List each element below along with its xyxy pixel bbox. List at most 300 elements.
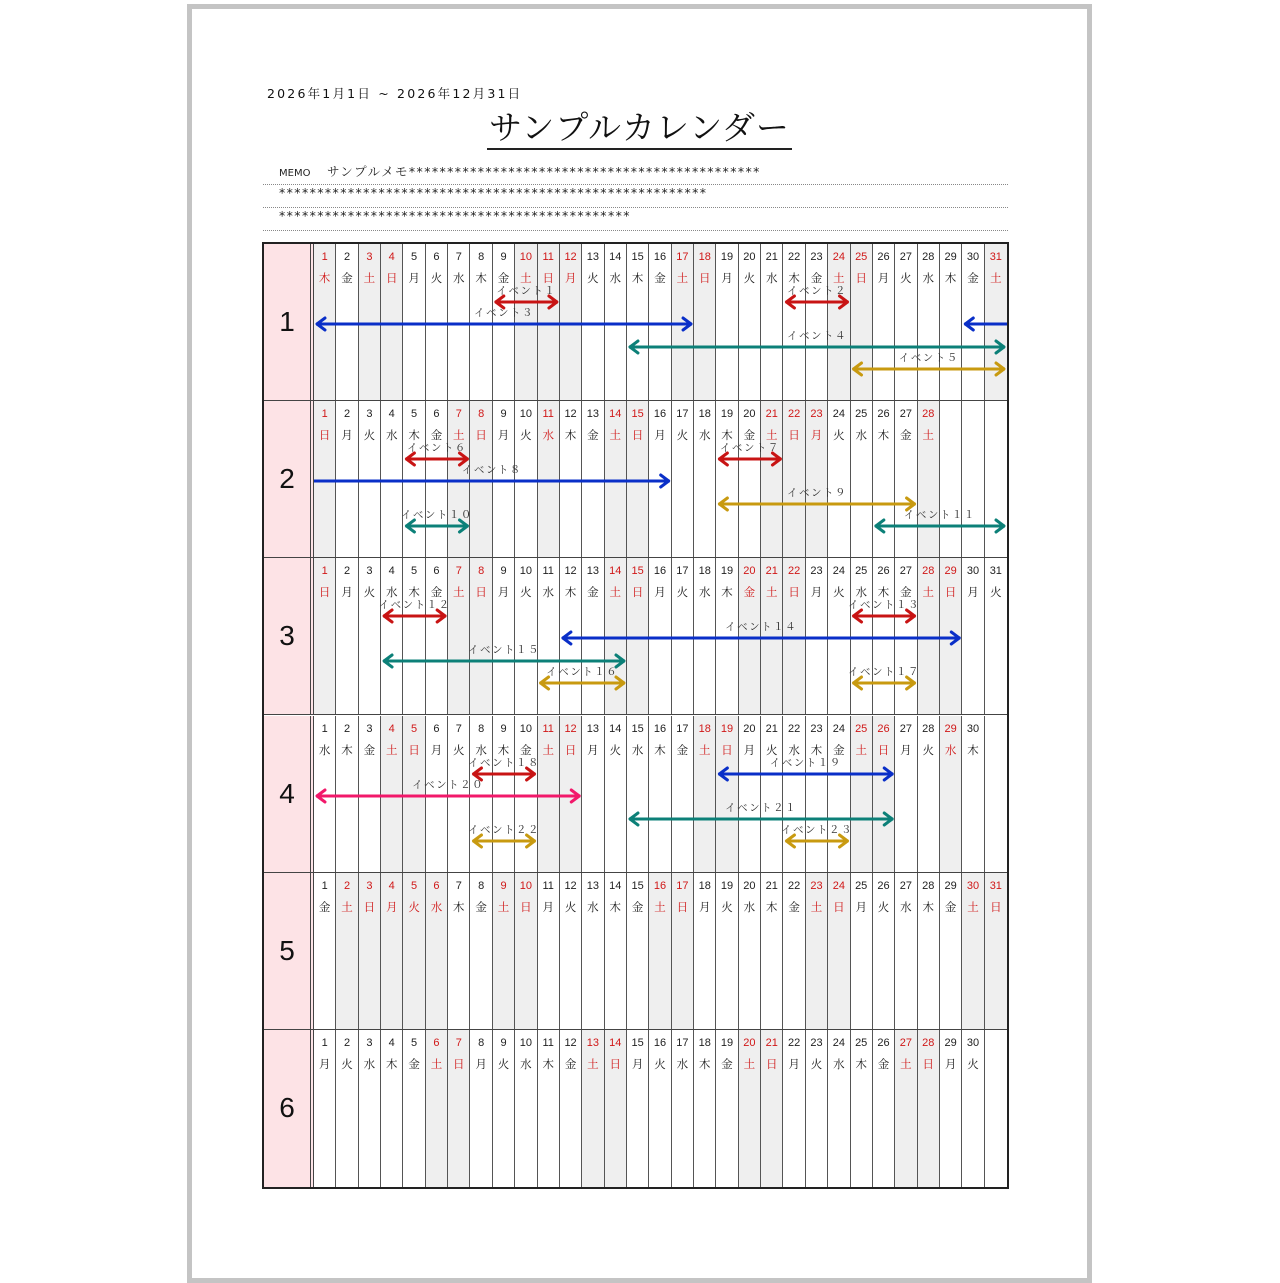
event-arrow[interactable] [314, 352, 1007, 377]
day-number: 5 [411, 1036, 418, 1049]
weekday-label: 木 [341, 742, 353, 757]
month-row [264, 716, 1007, 873]
day-number: 27 [899, 565, 913, 578]
day-number: 1 [321, 565, 328, 578]
day-cell[interactable] [605, 1030, 627, 1187]
day-cell[interactable] [918, 1030, 940, 1187]
day-cell[interactable] [783, 873, 805, 1029]
day-cell[interactable] [851, 873, 873, 1029]
day-number: 3 [366, 408, 373, 421]
event-label: イベント７ [719, 442, 780, 455]
weekday-label: 木 [408, 585, 420, 600]
memo-line-1 [263, 162, 1008, 185]
day-cell[interactable] [314, 873, 336, 1029]
day-cell[interactable] [359, 1030, 381, 1187]
weekday-label: 金 [967, 271, 979, 285]
day-number: 19 [720, 251, 734, 263]
weekday-label: 金 [944, 899, 957, 914]
day-number: 5 [411, 408, 418, 421]
day-number: 8 [478, 408, 485, 421]
day-number: 30 [966, 879, 980, 892]
day-number: 11 [542, 251, 554, 263]
weekday-label: 土 [990, 271, 1002, 285]
day-number: 6 [433, 879, 440, 892]
weekday-label: 金 [587, 428, 599, 443]
weekday-label: 金 [587, 585, 599, 600]
day-number: 23 [810, 565, 823, 578]
day-number: 27 [899, 1036, 913, 1049]
weekday-label: 土 [922, 585, 934, 600]
weekday-label [940, 427, 961, 443]
day-number: 18 [698, 251, 711, 263]
weekday-label: 日 [766, 1056, 778, 1071]
day-number: 29 [944, 879, 957, 892]
weekday-label: 木 [766, 899, 778, 914]
day-cell[interactable] [538, 873, 560, 1029]
month-row [264, 873, 1007, 1030]
day-cell[interactable] [895, 873, 917, 1029]
weekday-label: 木 [654, 742, 666, 757]
day-cell[interactable] [605, 873, 627, 1029]
day-number: 7 [455, 879, 462, 892]
day-cell[interactable] [828, 873, 850, 1029]
day-number: 18 [698, 722, 711, 735]
day-number: 9 [500, 408, 507, 421]
day-number: 19 [720, 565, 734, 578]
weekday-label: 土 [609, 428, 622, 443]
weekday-label: 火 [609, 742, 622, 757]
event-arrow[interactable] [314, 621, 1007, 646]
weekday-label: 水 [430, 899, 443, 914]
event-label: イベント２１ [725, 801, 798, 814]
day-number: 23 [810, 722, 823, 735]
day-cell[interactable] [359, 873, 381, 1029]
day-cell[interactable] [314, 1030, 336, 1187]
weekday-label: 木 [475, 271, 487, 285]
weekday-label: 木 [564, 428, 577, 443]
day-cell[interactable] [672, 1030, 694, 1187]
day-cell[interactable] [426, 873, 448, 1029]
day-number: 8 [478, 722, 485, 735]
day-number: 16 [653, 1036, 667, 1049]
weekday-label: 火 [363, 428, 376, 443]
day-number: 21 [765, 722, 778, 735]
event-label: イベント２０ [412, 778, 485, 791]
month-row [264, 558, 1007, 715]
event-label: イベント１ [496, 285, 557, 297]
weekday-label: 火 [520, 585, 532, 600]
day-cell[interactable] [739, 873, 761, 1029]
weekday-label: 金 [788, 899, 800, 914]
weekday-label: 土 [341, 899, 353, 914]
day-cell[interactable] [985, 873, 1007, 1029]
weekday-label [962, 427, 983, 443]
weekday-label: 月 [475, 1056, 487, 1071]
weekday-label: 月 [564, 271, 577, 285]
event-label: イベント９ [786, 487, 847, 500]
day-number: 14 [609, 879, 622, 892]
event-arrow[interactable] [314, 801, 1007, 827]
day-number: 26 [877, 1036, 890, 1049]
weekday-label: 木 [721, 585, 733, 600]
event-arrow[interactable] [314, 778, 1007, 804]
day-number: 25 [855, 879, 868, 892]
day-number: 20 [743, 408, 756, 421]
day-number: 6 [433, 565, 440, 578]
double-arrow-icon [314, 451, 315, 467]
weekday-label [985, 742, 1007, 758]
weekday-label: 水 [676, 1056, 689, 1071]
day-number: 21 [765, 251, 778, 263]
event-label: イベント８ [461, 464, 522, 477]
weekday-label: 火 [654, 1056, 666, 1071]
weekday-label: 金 [676, 742, 689, 757]
weekday-label: 金 [631, 899, 644, 914]
day-columns [314, 244, 1007, 400]
weekday-label: 月 [430, 742, 443, 757]
month-row [264, 401, 1007, 558]
memo-text-2: ******************************************************** [279, 185, 708, 200]
day-cell[interactable] [985, 1030, 1007, 1187]
weekday-label [985, 427, 1007, 443]
day-number: 23 [810, 1036, 823, 1049]
event-label: イベント１７ [848, 666, 921, 679]
weekday-label: 日 [631, 428, 644, 443]
day-number: 15 [631, 251, 644, 263]
weekday-label: 日 [788, 585, 800, 600]
day-number: 25 [855, 1036, 868, 1049]
day-cell[interactable] [448, 873, 470, 1029]
weekday-label: 火 [497, 1056, 510, 1071]
day-number: 16 [653, 565, 667, 578]
weekday-label: 土 [743, 1056, 756, 1071]
day-cell[interactable] [716, 1030, 738, 1187]
day-number: 17 [676, 879, 689, 892]
memo-line-2 [263, 185, 1008, 208]
day-columns [314, 873, 1007, 1029]
weekday-label: 月 [542, 899, 554, 914]
weekday-label: 月 [900, 742, 912, 757]
day-cell[interactable] [851, 1030, 873, 1187]
day-number: 31 [989, 251, 1002, 263]
day-number: 25 [855, 408, 868, 421]
day-number: 14 [609, 408, 622, 421]
weekday-label: 金 [341, 271, 353, 285]
day-cell[interactable] [649, 873, 671, 1029]
weekday-label: 水 [922, 271, 934, 285]
day-cell[interactable] [761, 1030, 783, 1187]
day-number: 19 [720, 722, 734, 735]
day-cell[interactable] [582, 873, 604, 1029]
weekday-label: 金 [363, 742, 376, 757]
double-arrow-icon [314, 788, 315, 804]
day-number: 6 [433, 1036, 440, 1049]
day-number: 1 [321, 879, 328, 892]
weekday-label: 日 [833, 899, 845, 914]
day-number: 11 [542, 1036, 554, 1049]
day-cell[interactable] [739, 1030, 761, 1187]
day-cell[interactable] [627, 1030, 649, 1187]
day-number: 18 [698, 879, 711, 892]
day-number: 28 [922, 565, 935, 578]
weekday-label: 土 [766, 585, 778, 600]
weekday-label: 日 [990, 899, 1002, 914]
day-cell[interactable] [336, 873, 358, 1029]
double-arrow-icon [314, 811, 315, 827]
weekday-label: 水 [788, 742, 800, 757]
day-columns [314, 1030, 1007, 1187]
event-label: イベント１８ [468, 756, 541, 769]
day-cell[interactable] [560, 1030, 582, 1187]
day-cell[interactable] [694, 1030, 716, 1187]
event-label: イベント５ [898, 352, 959, 364]
day-cell[interactable] [493, 873, 515, 1029]
day-number: 18 [698, 1036, 711, 1049]
event-arrow[interactable] [314, 464, 1007, 489]
day-number: 6 [433, 722, 440, 735]
day-cell[interactable] [761, 873, 783, 1029]
day-number: 3 [366, 251, 373, 263]
day-cell[interactable] [940, 1030, 962, 1187]
day-number: 24 [832, 722, 845, 735]
weekday-label: 火 [833, 428, 845, 443]
event-label: イベント１９ [769, 756, 842, 769]
weekday-label: 金 [654, 271, 666, 285]
day-cell[interactable] [538, 1030, 560, 1187]
day-number: 22 [787, 722, 801, 735]
day-number: 3 [366, 722, 373, 735]
day-cell[interactable] [381, 873, 403, 1029]
month-row [264, 244, 1007, 401]
weekday-label: 水 [385, 585, 398, 600]
day-number: 7 [455, 1036, 462, 1049]
weekday-label: 月 [318, 1056, 331, 1071]
day-number [985, 721, 1007, 737]
day-cell[interactable] [806, 873, 828, 1029]
weekday-label: 土 [900, 1056, 912, 1071]
weekday-label: 土 [363, 271, 376, 285]
weekday-label: 木 [721, 428, 733, 443]
weekday-label: 日 [475, 585, 487, 600]
day-number: 13 [586, 565, 600, 578]
double-arrow-icon [314, 339, 315, 355]
day-cell[interactable] [783, 1030, 805, 1187]
weekday-label: 土 [453, 428, 465, 443]
weekday-label: 火 [990, 585, 1002, 600]
day-number: 20 [743, 722, 756, 735]
day-cell[interactable] [694, 873, 716, 1029]
weekday-label: 日 [408, 742, 420, 757]
day-cell[interactable] [515, 873, 537, 1029]
weekday-label: 火 [721, 899, 733, 914]
weekday-label: 木 [609, 899, 622, 914]
weekday-label: 水 [453, 271, 465, 285]
weekday-label: 月 [408, 271, 420, 285]
weekday-label: 水 [542, 428, 554, 443]
day-number: 17 [676, 408, 689, 421]
weekday-label: 土 [698, 742, 711, 757]
weekday-label: 金 [430, 428, 443, 443]
day-number: 29 [944, 1036, 957, 1049]
day-number: 7 [455, 722, 462, 735]
day-number: 22 [787, 251, 801, 263]
day-cell[interactable] [873, 873, 895, 1029]
day-cell[interactable] [962, 873, 984, 1029]
day-number: 18 [698, 565, 711, 578]
day-number: 26 [877, 722, 890, 735]
day-number: 20 [743, 1036, 756, 1049]
day-cell[interactable] [403, 1030, 425, 1187]
day-number: 25 [855, 722, 868, 735]
day-cell[interactable] [806, 1030, 828, 1187]
month-label: 2 [264, 401, 314, 557]
weekday-label: 土 [766, 428, 778, 443]
day-cell[interactable] [649, 1030, 671, 1187]
day-cell[interactable] [448, 1030, 470, 1187]
memo-label: MEMO [279, 168, 311, 179]
weekday-label: 火 [408, 899, 420, 914]
weekday-label: 土 [833, 271, 845, 285]
month-label: 3 [264, 558, 314, 714]
event-label: イベント２３ [780, 823, 853, 836]
day-number: 24 [832, 565, 845, 578]
weekday-label: 土 [922, 428, 934, 443]
day-cell[interactable] [918, 873, 940, 1029]
day-number: 28 [922, 879, 935, 892]
day-number: 4 [388, 879, 395, 892]
day-number [985, 406, 1007, 422]
day-cell[interactable] [381, 1030, 403, 1187]
day-number: 26 [877, 879, 890, 892]
weekday-label: 火 [833, 585, 845, 600]
day-number: 27 [899, 722, 913, 735]
day-number: 13 [586, 1036, 600, 1049]
day-cell[interactable] [515, 1030, 537, 1187]
event-label: イベント１１ [903, 509, 976, 522]
day-number: 2 [343, 722, 351, 735]
weekday-label: 金 [833, 742, 845, 757]
day-number: 11 [542, 408, 554, 421]
event-label: イベント１４ [725, 621, 798, 634]
day-number: 29 [944, 565, 957, 578]
day-number: 24 [832, 408, 845, 421]
double-arrow-icon [314, 675, 315, 691]
weekday-label: 金 [743, 428, 756, 443]
day-cell[interactable] [403, 873, 425, 1029]
event-label: イベント１５ [468, 644, 541, 657]
weekday-label: 日 [676, 899, 689, 914]
weekday-label: 水 [698, 428, 711, 443]
event-label: イベント６ [406, 442, 467, 455]
day-number: 23 [810, 408, 823, 421]
month-row [264, 1030, 1007, 1187]
day-cell[interactable] [470, 1030, 492, 1187]
weekday-label: 土 [542, 742, 554, 757]
day-number: 16 [653, 879, 667, 892]
day-number: 10 [519, 1036, 532, 1049]
weekday-label: 火 [676, 428, 689, 443]
day-number: 16 [653, 408, 667, 421]
day-cell[interactable] [336, 1030, 358, 1187]
day-cell[interactable] [716, 873, 738, 1029]
weekday-label: 火 [810, 1056, 823, 1071]
weekday-label: 日 [564, 742, 577, 757]
weekday-label: 木 [453, 899, 465, 914]
day-number: 15 [631, 1036, 644, 1049]
weekday-label: 水 [855, 428, 867, 443]
day-cell[interactable] [582, 1030, 604, 1187]
day-number: 26 [877, 251, 890, 263]
weekday-label: 火 [922, 742, 934, 757]
weekday-label: 月 [721, 271, 733, 285]
day-number: 7 [455, 251, 462, 263]
day-cell[interactable] [560, 873, 582, 1029]
double-arrow-icon [314, 496, 315, 512]
weekday-label: 日 [542, 271, 554, 285]
day-cell[interactable] [627, 873, 649, 1029]
day-number: 8 [478, 565, 485, 578]
day-number: 14 [609, 1036, 622, 1049]
day-cell[interactable] [470, 873, 492, 1029]
event-arrow[interactable] [314, 316, 1007, 332]
day-cell[interactable] [962, 1030, 984, 1187]
weekday-label: 日 [520, 899, 532, 914]
weekday-label: 月 [810, 428, 823, 443]
day-number: 5 [411, 251, 418, 263]
weekday-label: 月 [743, 742, 756, 757]
weekday-label: 日 [609, 1056, 622, 1071]
weekday-label: 火 [766, 742, 778, 757]
day-number: 19 [720, 879, 734, 892]
weekday-label [985, 1056, 1007, 1072]
weekday-label: 水 [587, 899, 599, 914]
day-number: 24 [832, 251, 845, 263]
weekday-label: 日 [631, 585, 644, 600]
day-cell[interactable] [940, 873, 962, 1029]
day-cell[interactable] [426, 1030, 448, 1187]
day-cell[interactable] [493, 1030, 515, 1187]
weekday-label: 土 [520, 271, 532, 285]
day-number: 22 [787, 1036, 801, 1049]
weekday-label: 木 [877, 428, 890, 443]
weekday-label: 日 [944, 585, 957, 600]
day-cell[interactable] [672, 873, 694, 1029]
weekday-label: 土 [810, 899, 823, 914]
weekday-label: 木 [497, 742, 510, 757]
weekday-label: 金 [408, 1056, 420, 1071]
day-number: 1 [321, 1036, 328, 1049]
weekday-label: 土 [609, 585, 622, 600]
weekday-label: 月 [497, 585, 510, 600]
day-number: 28 [922, 251, 935, 263]
day-cell[interactable] [895, 1030, 917, 1187]
weekday-label: 水 [520, 1056, 532, 1071]
weekday-label: 火 [743, 271, 756, 285]
weekday-label: 月 [587, 742, 599, 757]
event-label: イベント３ [474, 307, 535, 319]
weekday-label: 水 [855, 585, 867, 600]
day-cell[interactable] [873, 1030, 895, 1187]
weekday-label: 土 [855, 742, 867, 757]
day-number: 8 [478, 879, 485, 892]
weekday-label: 水 [542, 585, 554, 600]
day-number: 12 [564, 408, 577, 421]
day-cell[interactable] [828, 1030, 850, 1187]
day-number: 13 [586, 251, 600, 263]
day-number: 12 [564, 251, 577, 263]
event-label: イベント２２ [468, 823, 541, 836]
weekday-label: 木 [944, 271, 957, 285]
